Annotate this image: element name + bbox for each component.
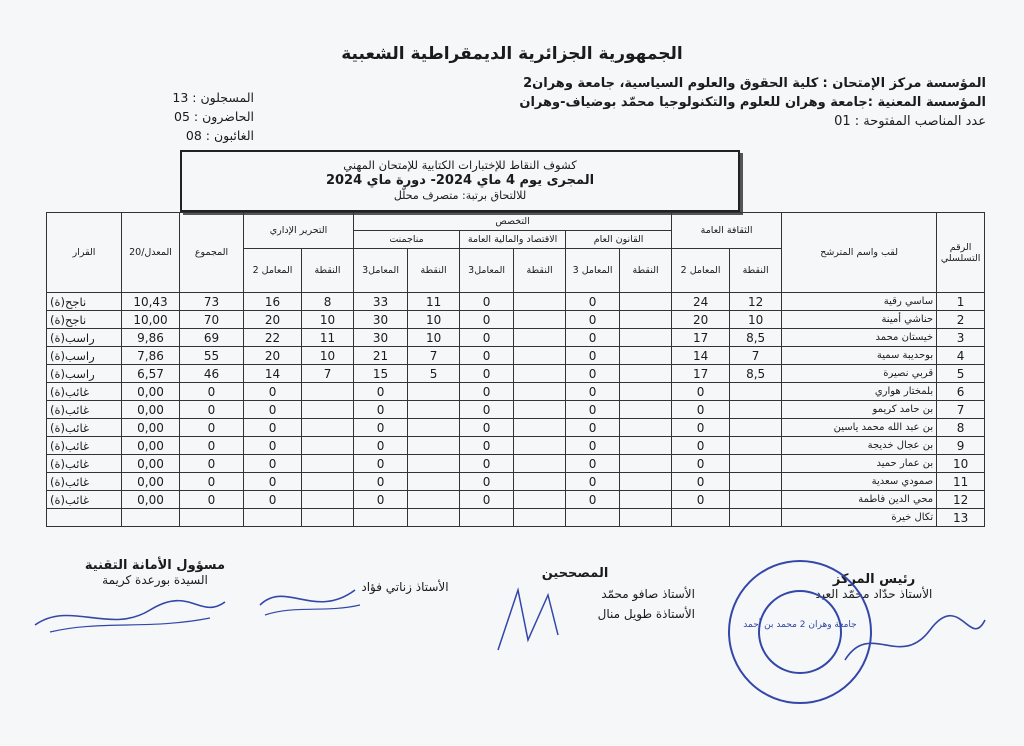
cell-coef: 0 xyxy=(460,419,514,437)
cell-average xyxy=(122,509,180,527)
cell-grade xyxy=(302,419,354,437)
cell-name: بلمختار هواري xyxy=(782,383,937,401)
cell-grade: 10 xyxy=(408,311,460,329)
cell-coef: 0 xyxy=(566,437,620,455)
cell-coef: 0 xyxy=(566,473,620,491)
cell-average: 0,00 xyxy=(122,383,180,401)
cell-coef xyxy=(244,509,302,527)
cell-decision: غائب(ة) xyxy=(47,455,122,473)
tech-signature-block xyxy=(60,558,250,587)
header-total: المجموع xyxy=(180,213,244,293)
table-row xyxy=(47,311,985,329)
table-row xyxy=(47,491,985,509)
cell-total: 0 xyxy=(180,491,244,509)
cell-total: 46 xyxy=(180,365,244,383)
cell-coef: 0 xyxy=(354,473,408,491)
cell-grade xyxy=(514,329,566,347)
cell-grade xyxy=(514,509,566,527)
header-coefficient: المعامل 2 xyxy=(244,249,302,293)
table-row xyxy=(47,293,985,311)
cell-serial: 4 xyxy=(937,347,985,365)
cell-coef: 0 xyxy=(460,383,514,401)
cell-coef: 0 xyxy=(460,455,514,473)
cell-name: بن عبد الله محمد ياسين xyxy=(782,419,937,437)
cell-decision: ناجح(ة) xyxy=(47,293,122,311)
cell-coef: 0 xyxy=(354,401,408,419)
cell-serial: 10 xyxy=(937,455,985,473)
cell-grade xyxy=(514,311,566,329)
cell-grade: 8 xyxy=(302,293,354,311)
cell-coef: 14 xyxy=(672,347,730,365)
header-grade: النقطة xyxy=(514,249,566,293)
tech-title: مسؤول الأمانة التقنية xyxy=(84,558,226,573)
corrector-2: الأستاذة طويل منال xyxy=(597,607,695,621)
cell-coef: 0 xyxy=(460,311,514,329)
cell-grade xyxy=(514,491,566,509)
table-row xyxy=(47,401,985,419)
cell-grade xyxy=(620,383,672,401)
cell-coef: 0 xyxy=(672,491,730,509)
cell-grade xyxy=(408,401,460,419)
cell-coef: 0 xyxy=(244,491,302,509)
cell-grade xyxy=(620,437,672,455)
cell-average: 0,00 xyxy=(122,437,180,455)
cell-decision: غائب(ة) xyxy=(47,383,122,401)
cell-grade xyxy=(408,491,460,509)
cell-decision: راسب(ة) xyxy=(47,365,122,383)
cell-coef: 30 xyxy=(354,311,408,329)
cell-average: 0,00 xyxy=(122,455,180,473)
cell-coef: 20 xyxy=(244,347,302,365)
cell-coef xyxy=(566,509,620,527)
cell-total: 0 xyxy=(180,419,244,437)
cell-grade xyxy=(620,293,672,311)
center-value: كلية الحقوق والعلوم السياسية، جامعة وهران2 xyxy=(523,76,819,91)
cell-serial: 8 xyxy=(937,419,985,437)
table-row xyxy=(47,419,985,437)
cell-grade: 10 xyxy=(302,311,354,329)
header-economics: الاقتصاد والمالية العامة xyxy=(460,231,566,249)
president-name: الأستاذ حدّاد محمّد العيد xyxy=(815,587,933,601)
cell-grade xyxy=(620,455,672,473)
cell-coef: 0 xyxy=(460,347,514,365)
cell-name: صمودي سعدية xyxy=(782,473,937,491)
cell-average: 6,57 xyxy=(122,365,180,383)
institution-label: المؤسسة المعنية : xyxy=(867,95,986,110)
registered-count: المسجلون : 13 xyxy=(172,90,254,105)
cell-grade xyxy=(408,437,460,455)
cell-grade: 11 xyxy=(408,293,460,311)
cell-name: بن عجال خديجة xyxy=(782,437,937,455)
cell-coef: 0 xyxy=(566,347,620,365)
cell-grade xyxy=(408,473,460,491)
cell-coef: 21 xyxy=(354,347,408,365)
cell-coef: 0 xyxy=(460,365,514,383)
center-label: المؤسسة مركز الإمتحان : xyxy=(822,76,986,91)
cell-coef: 0 xyxy=(244,455,302,473)
cell-decision: غائب(ة) xyxy=(47,401,122,419)
cell-grade: 10 xyxy=(302,347,354,365)
cell-coef: 0 xyxy=(566,491,620,509)
cell-decision xyxy=(47,509,122,527)
cell-coef: 22 xyxy=(244,329,302,347)
cell-coef: 0 xyxy=(566,329,620,347)
table-row xyxy=(47,437,985,455)
cell-coef: 0 xyxy=(672,455,730,473)
header-specialty: التخصص xyxy=(354,213,672,231)
cell-name: بن حامد كريمو xyxy=(782,401,937,419)
header-grade: النقطة xyxy=(730,249,782,293)
cell-coef: 24 xyxy=(672,293,730,311)
header-candidate: لقب واسم المترشح xyxy=(782,213,937,293)
cell-average: 9,86 xyxy=(122,329,180,347)
table-row xyxy=(47,329,985,347)
cell-coef: 17 xyxy=(672,365,730,383)
cell-serial: 5 xyxy=(937,365,985,383)
cell-coef: 0 xyxy=(354,437,408,455)
president-title: رئيس المركز xyxy=(832,572,916,587)
cell-total: 0 xyxy=(180,455,244,473)
cell-grade xyxy=(730,509,782,527)
cell-total: 0 xyxy=(180,383,244,401)
cell-grade: 8,5 xyxy=(730,329,782,347)
cell-grade: 12 xyxy=(730,293,782,311)
tech-name: السيدة بورعدة كريمة xyxy=(102,573,208,587)
absent-count: الغائبون : 08 xyxy=(185,128,254,143)
stamp-text: جامعة وهران 2 محمد بن أحمد xyxy=(743,620,857,630)
corrector-1: الأستاذ صافو محمّد xyxy=(601,587,695,601)
cell-grade xyxy=(730,491,782,509)
cell-decision: راسب(ة) xyxy=(47,329,122,347)
cell-serial: 2 xyxy=(937,311,985,329)
header-grade: النقطة xyxy=(302,249,354,293)
cell-decision: ناجح(ة) xyxy=(47,311,122,329)
cell-decision: غائب(ة) xyxy=(47,437,122,455)
cell-average: 7,86 xyxy=(122,347,180,365)
cell-coef: 17 xyxy=(672,329,730,347)
cell-average: 0,00 xyxy=(122,473,180,491)
cell-decision: غائب(ة) xyxy=(47,473,122,491)
cell-coef: 0 xyxy=(460,401,514,419)
cell-grade xyxy=(620,491,672,509)
cell-grade xyxy=(730,419,782,437)
cell-coef: 0 xyxy=(244,383,302,401)
cell-coef: 0 xyxy=(460,437,514,455)
table-row xyxy=(47,383,985,401)
cell-coef: 0 xyxy=(354,455,408,473)
cell-grade xyxy=(514,293,566,311)
cell-coef: 15 xyxy=(354,365,408,383)
cell-decision: راسب(ة) xyxy=(47,347,122,365)
cell-grade: 10 xyxy=(730,311,782,329)
cell-grade xyxy=(514,419,566,437)
header-decision: القرار xyxy=(47,213,122,293)
cell-grade xyxy=(408,509,460,527)
present-count: الحاضرون : 05 xyxy=(174,109,254,124)
cell-average: 10,43 xyxy=(122,293,180,311)
cell-grade xyxy=(408,455,460,473)
cell-grade: 10 xyxy=(408,329,460,347)
cell-coef: 0 xyxy=(566,383,620,401)
cell-grade xyxy=(408,419,460,437)
cell-serial: 7 xyxy=(937,401,985,419)
signature-ink-corrector3 xyxy=(255,575,365,625)
cell-average: 0,00 xyxy=(122,419,180,437)
cell-grade xyxy=(514,383,566,401)
cell-grade xyxy=(514,347,566,365)
cell-grade xyxy=(514,455,566,473)
cell-serial: 3 xyxy=(937,329,985,347)
signature-ink-corrector xyxy=(488,580,568,660)
header-coefficient: المعامل 2 xyxy=(672,249,730,293)
header-coefficient: المعامل3 xyxy=(460,249,514,293)
open-positions: عدد المناصب المفتوحة : 01 xyxy=(834,114,986,129)
cell-grade xyxy=(620,365,672,383)
cell-grade xyxy=(730,383,782,401)
cell-grade: 8,5 xyxy=(730,365,782,383)
cell-grade xyxy=(408,383,460,401)
cell-total: 69 xyxy=(180,329,244,347)
signature-ink-tech xyxy=(30,590,230,640)
table-row xyxy=(47,365,985,383)
cell-grade xyxy=(730,455,782,473)
exam-title-line3: للالتحاق برتبة: متصرف محلّل xyxy=(393,189,527,202)
cell-grade xyxy=(302,383,354,401)
cell-grade xyxy=(620,419,672,437)
cell-decision: غائب(ة) xyxy=(47,491,122,509)
cell-coef: 0 xyxy=(244,473,302,491)
header-coefficient: المعامل 3 xyxy=(566,249,620,293)
cell-coef: 0 xyxy=(566,311,620,329)
cell-serial: 13 xyxy=(937,509,985,527)
cell-coef: 16 xyxy=(244,293,302,311)
cell-grade xyxy=(302,473,354,491)
exam-title-line2: المجرى يوم 4 ماي 2024- دورة ماي 2024 xyxy=(325,173,595,188)
cell-coef: 0 xyxy=(244,437,302,455)
cell-coef: 0 xyxy=(672,401,730,419)
cell-name: محي الدين فاطمة xyxy=(782,491,937,509)
cell-grade xyxy=(620,311,672,329)
cell-coef xyxy=(460,509,514,527)
cell-total: 55 xyxy=(180,347,244,365)
cell-grade: 7 xyxy=(302,365,354,383)
cell-grade xyxy=(730,473,782,491)
cell-coef xyxy=(672,509,730,527)
cell-serial: 12 xyxy=(937,491,985,509)
cell-grade: 11 xyxy=(302,329,354,347)
cell-grade: 5 xyxy=(408,365,460,383)
cell-grade xyxy=(620,401,672,419)
cell-coef: 0 xyxy=(354,383,408,401)
cell-serial: 9 xyxy=(937,437,985,455)
cell-total: 0 xyxy=(180,437,244,455)
cell-coef: 0 xyxy=(244,419,302,437)
cell-coef: 0 xyxy=(672,383,730,401)
cell-total: 73 xyxy=(180,293,244,311)
header-grade: النقطة xyxy=(620,249,672,293)
official-stamp xyxy=(728,560,872,704)
table-row xyxy=(47,455,985,473)
table-row xyxy=(47,473,985,491)
cell-serial: 6 xyxy=(937,383,985,401)
header-grade: النقطة xyxy=(408,249,460,293)
header-public-law: القانون العام xyxy=(566,231,672,249)
cell-coef: 0 xyxy=(460,491,514,509)
stamp-inner-ring xyxy=(758,590,842,674)
cell-decision: غائب(ة) xyxy=(47,419,122,437)
cell-grade: 7 xyxy=(730,347,782,365)
cell-grade xyxy=(302,401,354,419)
cell-grade xyxy=(514,365,566,383)
corrector-3: الأستاذ زناتي فؤاد xyxy=(361,580,449,594)
cell-name: بن عمار حميد xyxy=(782,455,937,473)
cell-coef: 0 xyxy=(244,401,302,419)
cell-serial: 1 xyxy=(937,293,985,311)
cell-grade xyxy=(620,509,672,527)
cell-coef: 0 xyxy=(566,419,620,437)
cell-grade xyxy=(730,437,782,455)
cell-grade xyxy=(620,329,672,347)
cell-name: بوحديبة سمية xyxy=(782,347,937,365)
table-row xyxy=(47,509,985,527)
cell-grade xyxy=(730,401,782,419)
cell-coef: 0 xyxy=(672,437,730,455)
cell-grade xyxy=(302,455,354,473)
institution-value: جامعة وهران للعلوم والتكنولوجيا محمّد بوضياف-وهران xyxy=(519,95,868,110)
cell-total: 0 xyxy=(180,401,244,419)
attendance-counts xyxy=(104,88,254,145)
cell-name: خيستان محمد xyxy=(782,329,937,347)
cell-coef: 0 xyxy=(460,329,514,347)
cell-grade xyxy=(514,473,566,491)
cell-grade xyxy=(620,347,672,365)
cell-grade xyxy=(514,437,566,455)
cell-coef: 0 xyxy=(566,293,620,311)
cell-coef: 0 xyxy=(460,473,514,491)
cell-grade xyxy=(620,473,672,491)
cell-coef: 14 xyxy=(244,365,302,383)
cell-average: 10,00 xyxy=(122,311,180,329)
table-row xyxy=(47,347,985,365)
header-admin-writing: التحرير الإداري xyxy=(244,213,354,249)
cell-coef: 0 xyxy=(566,365,620,383)
cell-total xyxy=(180,509,244,527)
cell-coef: 20 xyxy=(244,311,302,329)
cell-coef: 0 xyxy=(672,419,730,437)
cell-coef: 0 xyxy=(672,473,730,491)
exam-title-line1: كشوف النقاط للإختبارات الكتابية للإمتحان المهني xyxy=(343,158,577,172)
cell-coef: 20 xyxy=(672,311,730,329)
cell-coef xyxy=(354,509,408,527)
cell-coef: 0 xyxy=(566,401,620,419)
document-title: الجمهورية الجزائرية الديمقراطية الشعبية xyxy=(341,44,683,64)
cell-coef: 0 xyxy=(354,491,408,509)
cell-coef: 30 xyxy=(354,329,408,347)
header-general-culture: الثقافة العامة xyxy=(672,213,782,249)
cell-grade xyxy=(302,509,354,527)
cell-grade: 7 xyxy=(408,347,460,365)
cell-total: 70 xyxy=(180,311,244,329)
header-info xyxy=(466,74,986,131)
grades-table xyxy=(46,212,985,527)
cell-grade xyxy=(302,437,354,455)
cell-coef: 33 xyxy=(354,293,408,311)
exam-title-box xyxy=(180,150,740,212)
cell-name: ساسي رقية xyxy=(782,293,937,311)
correctors-title: المصححين xyxy=(541,566,609,581)
cell-coef: 0 xyxy=(566,455,620,473)
cell-average: 0,00 xyxy=(122,401,180,419)
cell-coef: 0 xyxy=(354,419,408,437)
cell-name: قربي نصيرة xyxy=(782,365,937,383)
cell-average: 0,00 xyxy=(122,491,180,509)
cell-grade xyxy=(514,401,566,419)
cell-name: حناشي أمينة xyxy=(782,311,937,329)
cell-coef: 0 xyxy=(460,293,514,311)
header-serial: الرقم التسلسلي xyxy=(937,213,985,293)
header-average: المعدل/20 xyxy=(122,213,180,293)
header-coefficient: المعامل3 xyxy=(354,249,408,293)
header-management: مناجمنت xyxy=(354,231,460,249)
cell-grade xyxy=(302,491,354,509)
cell-serial: 11 xyxy=(937,473,985,491)
cell-total: 0 xyxy=(180,473,244,491)
cell-name: تكال خيرة xyxy=(782,509,937,527)
